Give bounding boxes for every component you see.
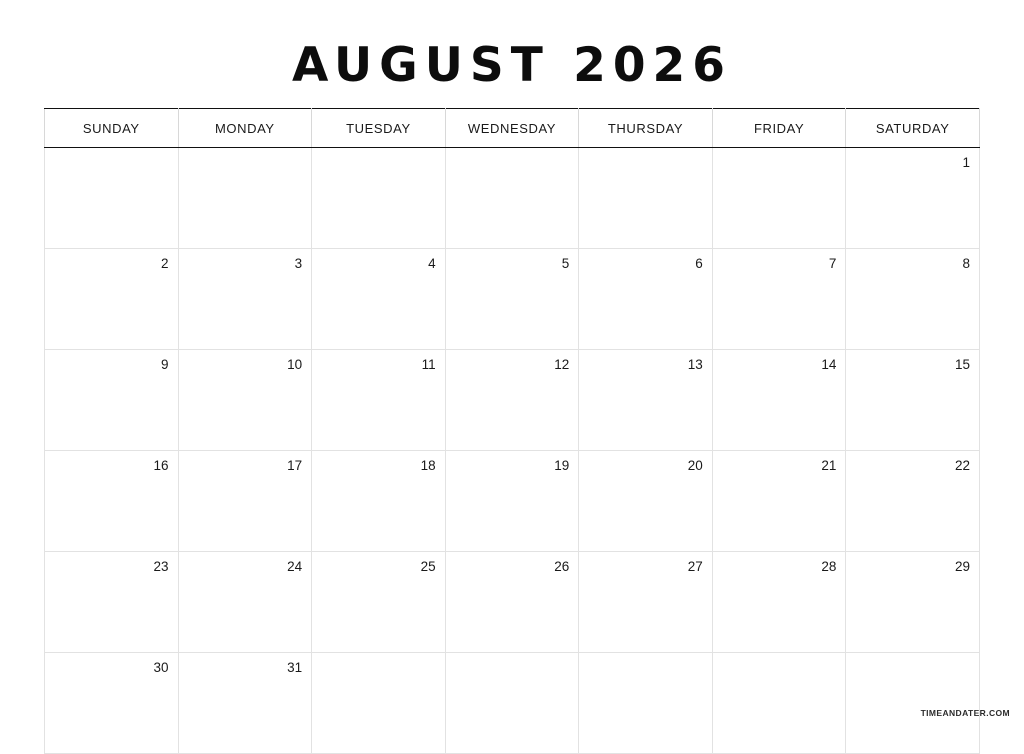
calendar-day-cell[interactable] <box>178 552 312 653</box>
weekday-header-friday: FRIDAY <box>712 109 846 148</box>
calendar-day-cell[interactable] <box>178 451 312 552</box>
calendar-day-cell[interactable] <box>45 653 179 754</box>
page-title: AUGUST 2026 <box>292 38 732 93</box>
calendar-day-cell[interactable] <box>712 249 846 350</box>
day-number: 28 <box>821 559 837 574</box>
day-number: 15 <box>954 357 970 372</box>
calendar-grid <box>44 108 980 754</box>
calendar-day-cell[interactable] <box>312 148 446 249</box>
calendar-day-cell[interactable] <box>445 451 579 552</box>
calendar-day-cell[interactable] <box>45 350 179 451</box>
day-number: 24 <box>287 559 303 574</box>
weekday-header-sunday: SUNDAY <box>45 109 179 148</box>
calendar-day-cell[interactable] <box>579 249 713 350</box>
calendar-day-cell[interactable] <box>846 350 980 451</box>
day-number: 23 <box>153 559 169 574</box>
calendar-week-row <box>45 552 980 653</box>
calendar-day-cell[interactable] <box>579 552 713 653</box>
calendar-week-row <box>45 451 980 552</box>
calendar-day-cell[interactable] <box>712 451 846 552</box>
calendar-day-cell[interactable] <box>712 653 846 754</box>
day-number: 20 <box>687 458 703 473</box>
weekday-header-thursday: THURSDAY <box>579 109 713 148</box>
calendar-day-cell[interactable] <box>312 451 446 552</box>
calendar-day-cell[interactable] <box>445 350 579 451</box>
calendar-day-cell[interactable] <box>846 653 980 754</box>
calendar-day-cell[interactable] <box>846 552 980 653</box>
day-number: 14 <box>821 357 837 372</box>
calendar-day-cell[interactable] <box>312 249 446 350</box>
day-number: 18 <box>420 458 436 473</box>
weekday-header-wednesday: WEDNESDAY <box>445 109 579 148</box>
day-number: 29 <box>954 559 970 574</box>
calendar-day-cell[interactable] <box>846 451 980 552</box>
weekday-header-row <box>45 109 980 148</box>
calendar-day-cell[interactable] <box>445 653 579 754</box>
calendar-day-cell[interactable] <box>445 552 579 653</box>
calendar-day-cell[interactable] <box>45 552 179 653</box>
day-number: 12 <box>554 357 570 372</box>
calendar-day-cell[interactable] <box>312 350 446 451</box>
calendar-day-cell[interactable] <box>45 249 179 350</box>
calendar-week-row <box>45 350 980 451</box>
calendar-day-cell[interactable] <box>312 653 446 754</box>
calendar-day-cell[interactable] <box>178 350 312 451</box>
calendar-day-cell[interactable] <box>846 249 980 350</box>
calendar-day-cell[interactable] <box>579 451 713 552</box>
calendar-day-cell[interactable] <box>579 653 713 754</box>
calendar-week-row <box>45 148 980 249</box>
calendar-day-cell[interactable] <box>846 148 980 249</box>
calendar-day-cell[interactable] <box>45 148 179 249</box>
calendar-week-row <box>45 653 980 754</box>
day-number: 2 <box>161 256 169 271</box>
day-number: 31 <box>287 660 303 675</box>
calendar-day-cell[interactable] <box>312 552 446 653</box>
day-number: 4 <box>428 256 436 271</box>
day-number: 16 <box>153 458 169 473</box>
day-number: 1 <box>962 155 970 170</box>
calendar-week-row <box>45 249 980 350</box>
day-number: 19 <box>554 458 570 473</box>
calendar-day-cell[interactable] <box>712 552 846 653</box>
day-number: 26 <box>554 559 570 574</box>
site-watermark: TIMEANDATER.COM <box>920 708 1010 718</box>
calendar-day-cell[interactable] <box>178 148 312 249</box>
day-number: 3 <box>294 256 303 271</box>
day-number: 7 <box>828 256 837 271</box>
weekday-header-monday: MONDAY <box>178 109 312 148</box>
weekday-header-saturday: SATURDAY <box>846 109 980 148</box>
calendar-day-cell[interactable] <box>712 148 846 249</box>
day-number: 30 <box>153 660 169 675</box>
day-number: 25 <box>420 559 436 574</box>
weekday-header-tuesday: TUESDAY <box>312 109 446 148</box>
day-number: 22 <box>954 458 970 473</box>
calendar-day-cell[interactable] <box>178 249 312 350</box>
day-number: 27 <box>687 559 703 574</box>
day-number: 17 <box>287 458 303 473</box>
calendar-day-cell[interactable] <box>45 451 179 552</box>
day-number: 11 <box>421 357 436 372</box>
calendar-day-cell[interactable] <box>579 148 713 249</box>
day-number: 10 <box>287 357 303 372</box>
day-number: 13 <box>687 357 703 372</box>
calendar-day-cell[interactable] <box>579 350 713 451</box>
calendar-day-cell[interactable] <box>445 249 579 350</box>
calendar-day-cell[interactable] <box>712 350 846 451</box>
calendar-day-cell[interactable] <box>445 148 579 249</box>
day-number: 9 <box>161 357 169 372</box>
day-number: 5 <box>561 256 570 271</box>
day-number: 6 <box>695 256 703 271</box>
day-number: 21 <box>821 458 837 473</box>
day-number: 8 <box>962 256 970 271</box>
calendar-day-cell[interactable] <box>178 653 312 754</box>
